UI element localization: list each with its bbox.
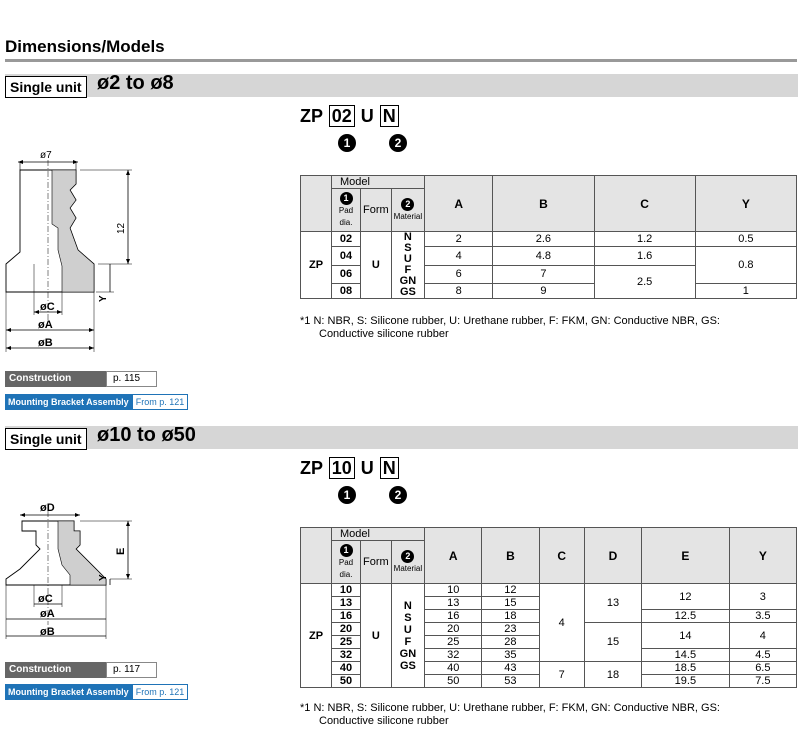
code-material: N (380, 105, 399, 127)
section2-note: *1 N: NBR, S: Silicone rubber, U: Urethane rubber, F: FKM, GN: Conductive NBR, GS: Conductive silicone rubber (300, 702, 720, 727)
col2-a: A (425, 528, 482, 584)
t2-bullet-1: 1 (340, 544, 353, 557)
pad-04: 04 (332, 247, 361, 266)
form-label: Form (361, 189, 392, 232)
cell-y-02: 0.5 (695, 232, 796, 247)
material-label2: Material (393, 563, 423, 573)
section1-table (300, 175, 797, 299)
section1-note: *1 N: NBR, S: Silicone rubber, U: Urethane rubber, F: FKM, GN: Conductive NBR, GS: Conductive silicone rubber (300, 315, 720, 340)
section2-model-code (300, 457, 400, 479)
col-y: Y (695, 176, 796, 232)
cell-c-06-08: 2.5 (594, 265, 695, 299)
cell-b-08: 9 (493, 284, 594, 299)
cell-b-04: 4.8 (493, 247, 594, 266)
col-b: B (493, 176, 594, 232)
materials-list: N S U F GN GS (391, 232, 424, 299)
dim-db: øB (38, 337, 53, 349)
t2-bullet-2: 2 (401, 550, 414, 563)
dim-da2: øA (40, 608, 55, 620)
cell-b-06: 7 (493, 265, 594, 284)
section2-table: Model A B C D E Y 1 Pad dia. Form 2 Material ZP 10 U N S U F GN GS 10 12 4 13 12 3 13 13 15 16 16 18 12.5 3.5 20 20 23 15 14 4 25 25 28 32 32 35 14.5 4.5 40 40 43 7 18 18.5 6.5 50 50 53 19.5 7.5 (300, 527, 797, 688)
cell-c-04: 1.6 (594, 247, 695, 266)
col2-b: B (482, 528, 539, 584)
t1-bullet-1: 1 (340, 192, 353, 205)
bullet-2: 2 (389, 134, 407, 152)
cell-b-02: 2.6 (493, 232, 594, 247)
zp-label: ZP (301, 232, 332, 299)
section2-drawing (0, 495, 160, 645)
zp2-label: ZP (301, 584, 332, 688)
cell-c-02: 1.2 (594, 232, 695, 247)
col2-y: Y (729, 528, 796, 584)
t1-bullet-2: 2 (401, 198, 414, 211)
dim-y2: Y (98, 574, 109, 581)
model2-header: Model (332, 528, 425, 541)
col-a: A (425, 176, 493, 232)
material-label: Material (393, 211, 423, 221)
pad-dia-label2: Pad dia. (338, 557, 354, 579)
dim-e: E (115, 547, 127, 555)
dim-dc: øC (40, 301, 55, 313)
form-u: U (361, 232, 392, 299)
cell-y-08: 1 (695, 284, 796, 299)
bullet2-2: 2 (389, 486, 407, 504)
section1-label: Single unit (5, 76, 87, 98)
code2-form: U (360, 458, 374, 478)
cell-a-04: 4 (425, 247, 493, 266)
pad-08: 08 (332, 284, 361, 299)
code-form: U (360, 106, 374, 126)
section1-model-code (300, 105, 400, 127)
section2-bracket-link[interactable]: Mounting Bracket Assembly From p. 121 (5, 684, 188, 700)
materials2-list: N S U F GN GS (391, 584, 424, 688)
code2-material: N (380, 457, 399, 479)
page-title: Dimensions/Models (5, 37, 165, 56)
col-c: C (594, 176, 695, 232)
section1-bracket-link[interactable]: Mounting Bracket Assembly From p. 121 (5, 394, 188, 410)
pad-02: 02 (332, 232, 361, 247)
dim-da: øA (38, 319, 53, 331)
col2-c: C (539, 528, 584, 584)
dim-dc2: øC (38, 593, 53, 605)
cell-a-02: 2 (425, 232, 493, 247)
dim-y: Y (98, 295, 109, 302)
dim-dd: øD (40, 502, 55, 514)
bullet2-1: 1 (338, 486, 356, 504)
col2-e: E (642, 528, 730, 584)
section2-range: ø10 to ø50 (97, 424, 196, 446)
bullet-1: 1 (338, 134, 356, 152)
code2-size: 10 (329, 457, 355, 479)
cell-y-04-06: 0.8 (695, 247, 796, 284)
code2-prefix: ZP (300, 458, 323, 478)
cell-a-08: 8 (425, 284, 493, 299)
model-header: Model (332, 176, 425, 189)
title-rule (5, 59, 797, 62)
form2-u: U (361, 584, 392, 688)
col2-d: D (584, 528, 641, 584)
form-label2: Form (361, 541, 392, 584)
section1-construction-link[interactable]: Construction p. 115 (5, 371, 157, 387)
section1-drawing (0, 140, 160, 360)
dim-db2: øB (40, 626, 55, 638)
code-size: 02 (329, 105, 355, 127)
section2-label: Single unit (5, 428, 87, 450)
cell-a-06: 6 (425, 265, 493, 284)
section1-range: ø2 to ø8 (97, 72, 174, 94)
dim-12: 12 (116, 222, 127, 234)
pad-06: 06 (332, 265, 361, 284)
code-prefix: ZP (300, 106, 323, 126)
section2-construction-link[interactable]: Construction p. 117 (5, 662, 157, 678)
pad-dia-label: Pad dia. (338, 205, 354, 227)
dim-d7: ø7 (40, 150, 52, 161)
